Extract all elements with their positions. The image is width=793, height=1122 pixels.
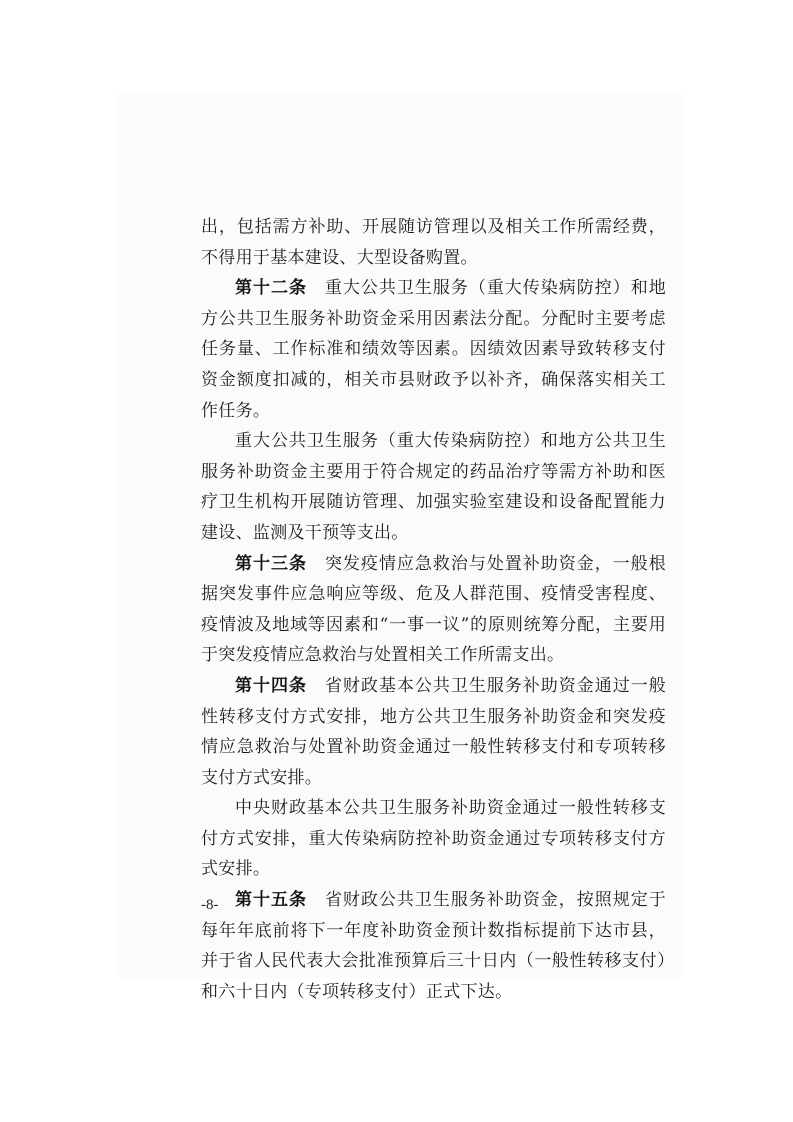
paragraph-article-13	[201, 549, 666, 671]
article-heading: 第十二条	[235, 278, 307, 299]
paragraph-article-14	[201, 671, 666, 793]
paragraph-article-12	[201, 273, 666, 426]
page-number: -8-	[201, 897, 219, 913]
paragraph-text: 省财政公共卫生服务补助资金，按照规定于每年年底前将下一年度补助资金预计数指标提前下达市县，并于省人民代表大会批准预算后三十日内（一般性转移支付）和六十日内（专项转移支付）正式下达。	[201, 890, 667, 1002]
paragraph-text: 出，包括需方补助、开展随访管理以及相关工作所需经费，不得用于基本建设、大型设备购置。	[201, 217, 666, 268]
paragraph-text: 突发疫情应急救治与处置补助资金，一般根据突发事件应急响应等级、危及人群范围、疫情受害程度、疫情波及地域等因素和“一事一议”的原则统筹分配，主要用于突发疫情应急救治与处置相关工作所需支出。	[201, 553, 667, 666]
article-heading: 第十四条	[235, 675, 307, 696]
paragraph-1	[201, 212, 666, 273]
paragraph-6	[201, 793, 666, 885]
paragraph-text: 重大公共卫生服务（重大传染病防控）和地方公共卫生服务补助资金采用因素法分配。分配时主要考虑任务量、工作标准和绩效等因素。因绩效因素导致转移支付资金额度扣减的，相关市县财政予以补齐，确保落实相关工作任务。	[201, 278, 667, 421]
paragraph-text: 中央财政基本公共卫生服务补助资金通过一般性转移支付方式安排，重大传染病防控补助资金通过专项转移支付方式安排。	[201, 798, 666, 880]
paragraph-3	[201, 426, 666, 548]
paragraph-text: 重大公共卫生服务（重大传染病防控）和地方公共卫生服务补助资金主要用于符合规定的药品治疗等需方补助和医疗卫生机构开展随访管理、加强实验室建设和设备配置能力建设、监测及干预等支出。	[201, 431, 666, 543]
article-heading: 第十三条	[235, 553, 307, 574]
paragraph-article-15	[201, 885, 666, 1007]
article-heading: 第十五条	[235, 890, 307, 911]
paragraph-text: 省财政基本公共卫生服务补助资金通过一般性转移支付方式安排，地方公共卫生服务补助资金和突发疫情应急救治与处置补助资金通过一般性转移支付和专项转移支付方式安排。	[201, 675, 667, 788]
document-body	[201, 212, 666, 1007]
